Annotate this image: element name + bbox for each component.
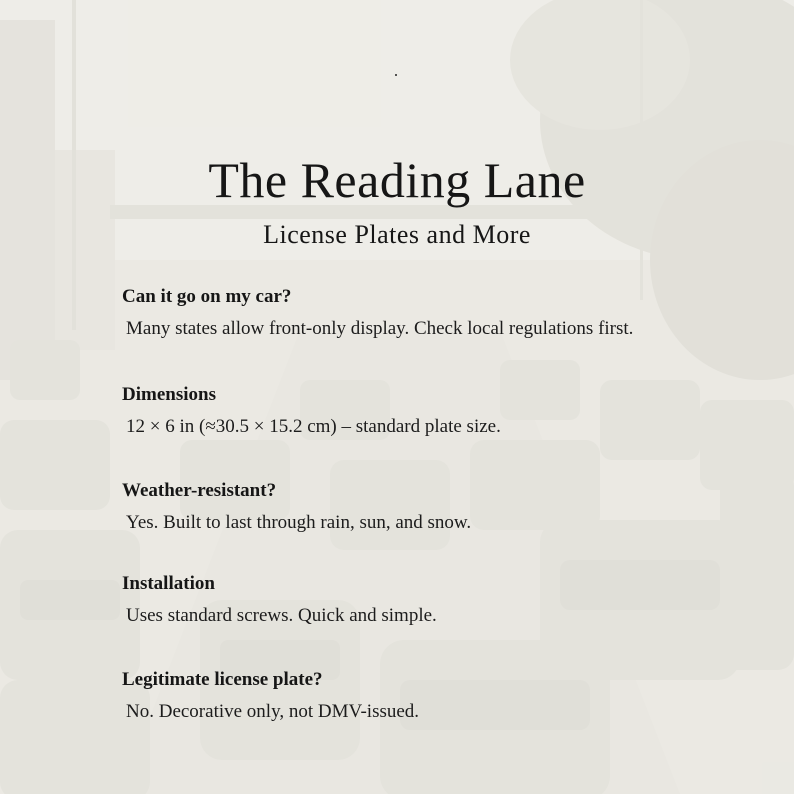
faq-answer: No. Decorative only, not DMV-issued. xyxy=(126,701,420,722)
faq-question: Installation xyxy=(122,573,215,594)
faq-question: Legitimate license plate? xyxy=(122,669,323,690)
faq-question: Can it go on my car? xyxy=(122,286,292,307)
faq-question: Dimensions xyxy=(122,384,216,405)
faq-answer: Yes. Built to last through rain, sun, and snow. xyxy=(126,512,472,533)
faq-item xyxy=(122,383,772,439)
decorative-dot xyxy=(395,74,397,76)
faq-answer: Many states allow front-only display. Check local regulations first. xyxy=(126,318,634,339)
faq-answer: 12 × 6 in (≈30.5 × 15.2 cm) – standard plate size. xyxy=(126,416,501,437)
faq-item xyxy=(122,285,772,341)
faq-item xyxy=(122,572,772,628)
page-title: The Reading Lane xyxy=(208,152,586,208)
page-subtitle: License Plates and More xyxy=(263,220,531,249)
faq-item xyxy=(122,479,772,535)
faq-answer: Uses standard screws. Quick and simple. xyxy=(126,605,437,626)
faq-item xyxy=(122,668,772,724)
faq-question: Weather-resistant? xyxy=(122,480,277,501)
